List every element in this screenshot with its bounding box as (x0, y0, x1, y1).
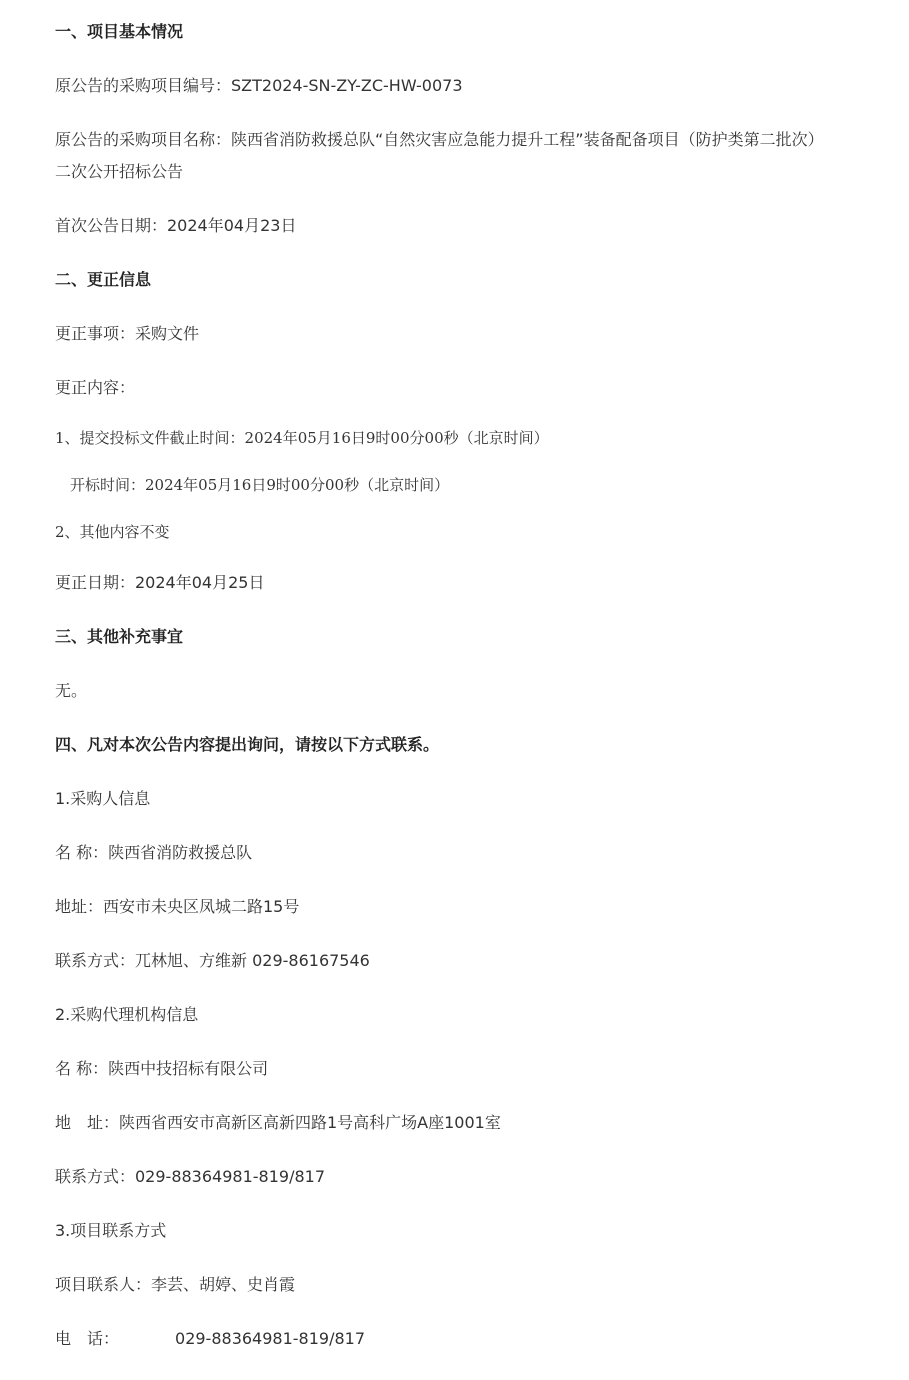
correction-item-1-opening: 开标时间：2024年05月16日9时00分00秒（北京时间） (70, 476, 450, 494)
section3-text: 无。 (55, 681, 88, 700)
correction-date: 更正日期：2024年04月25日 (55, 573, 265, 592)
correction-content-label: 更正内容： (55, 378, 136, 397)
agency-contact: 联系方式：029-88364981-819/817 (55, 1167, 325, 1186)
phone-value: 029-88364981-819/817 (175, 1329, 366, 1348)
buyer-title: 1.采购人信息 (55, 789, 151, 808)
agency-address: 地 址：陕西省西安市高新区高新四路1号高科广场A座1001室 (55, 1113, 501, 1132)
section3-heading: 三、其他补充事宜 (55, 627, 184, 646)
phone-label: 电 话： (55, 1329, 120, 1348)
project-contacts: 项目联系人：李芸、胡婷、史肖霞 (55, 1275, 296, 1294)
section2-heading: 二、更正信息 (55, 270, 152, 289)
buyer-address: 地址：西安市未央区凤城二路15号 (55, 897, 300, 916)
project-name: 原公告的采购项目名称：陕西省消防救援总队“自然灾害应急能力提升工程”装备配备项目（防护类第二批次）二次公开招标公告 (55, 130, 824, 181)
project-number: 原公告的采购项目编号：SZT2024-SN-ZY-ZC-HW-0073 (55, 76, 463, 95)
project-contact-title: 3.项目联系方式 (55, 1221, 167, 1240)
correction-matter: 更正事项：采购文件 (55, 324, 200, 343)
project-phone (55, 1327, 365, 1351)
buyer-name: 名 称：陕西省消防救援总队 (55, 843, 253, 862)
correction-item-1: 1、提交投标文件截止时间：2024年05月16日9时00分00秒（北京时间） (55, 429, 549, 447)
section4-heading: 四、凡对本次公告内容提出询问，请按以下方式联系。 (55, 735, 440, 754)
section1-heading: 一、项目基本情况 (55, 22, 184, 41)
correction-item-2: 2、其他内容不变 (55, 523, 170, 541)
buyer-contact: 联系方式：兀林旭、方维新 029-86167546 (55, 951, 370, 970)
agency-title: 2.采购代理机构信息 (55, 1005, 199, 1024)
first-announcement-date: 首次公告日期：2024年04月23日 (55, 216, 297, 235)
agency-name: 名 称：陕西中技招标有限公司 (55, 1059, 269, 1078)
